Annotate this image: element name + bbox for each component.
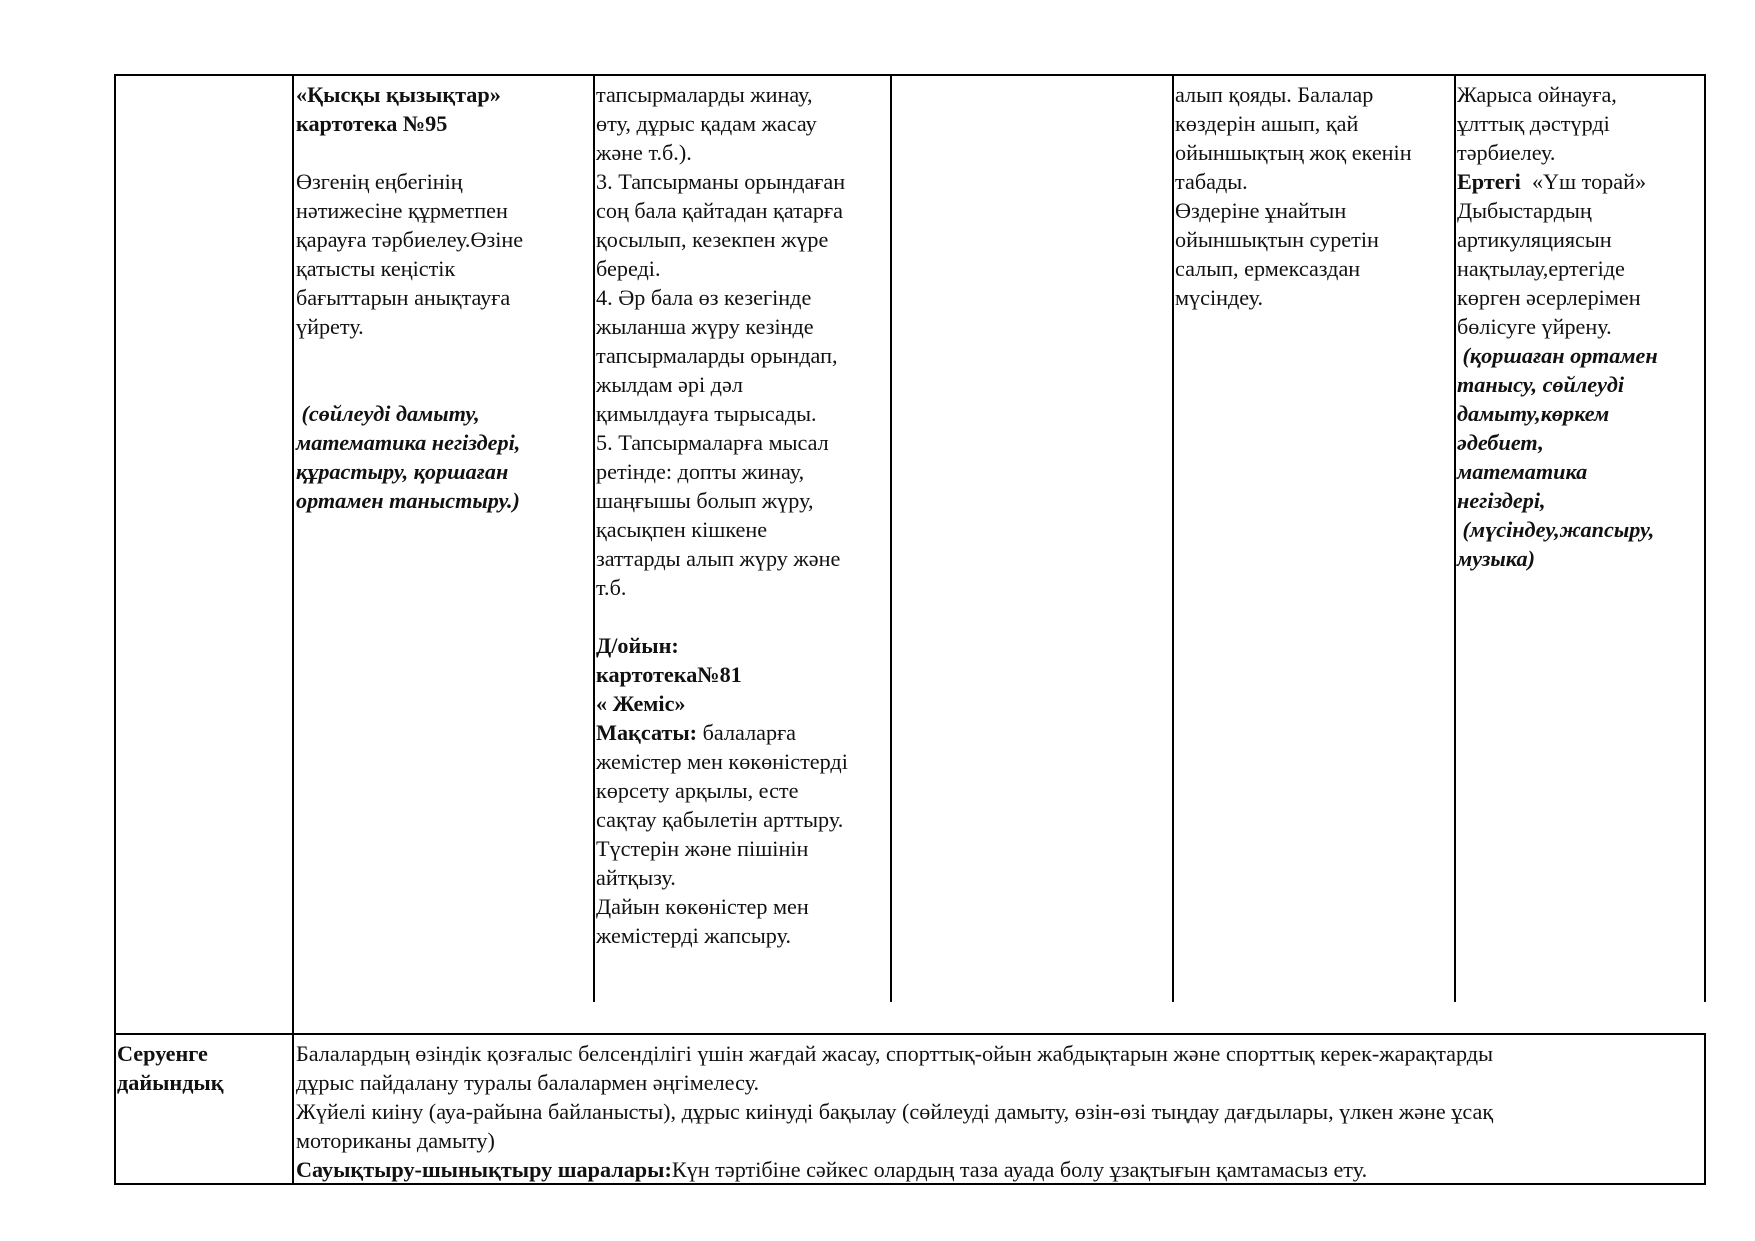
text-line: тапсырмаларды орындап, — [596, 343, 838, 368]
text-line: нәтижесіне құрметпен — [296, 198, 508, 223]
text-line: бөлісуге үйрену. — [1457, 314, 1612, 339]
column-divider-4 — [1172, 74, 1174, 1002]
text-line: жемістерді жапсыру. — [596, 923, 792, 948]
learning-areas-line: негіздері, — [1457, 488, 1546, 513]
walk-row-top-border — [114, 1033, 1706, 1035]
text-line: үйрету. — [296, 314, 364, 339]
text-line: қосылып, кезекпен жүре — [596, 227, 829, 252]
column-divider-1 — [292, 74, 294, 1185]
text-line: Өзгенің еңбегінің — [296, 169, 463, 194]
health-label: Сауықтыру-шынықтыру шаралары: — [296, 1157, 672, 1182]
learning-areas-line: (сөйлеуді дамыту, — [296, 401, 480, 426]
didactic-game-heading: Д/ойын: — [596, 633, 679, 658]
text-line: Өздеріне ұнайтын — [1175, 198, 1347, 223]
text-line: мүсіндеу. — [1175, 285, 1264, 310]
text-line: ойыншықтың жоқ екенін — [1175, 140, 1412, 165]
text-line: артикуляциясын — [1457, 227, 1612, 252]
text-line: ұлттық дәстүрді — [1457, 111, 1610, 136]
walk-label-line: Серуенге — [117, 1041, 208, 1066]
game-title: «Қысқы қызықтар» — [296, 82, 501, 107]
table-right-border — [1704, 74, 1706, 1002]
walk-label-cell — [117, 1039, 289, 1097]
text-line: Жүйелі киіну (ауа-райына байланысты), дұрыс киінуді бақылау (сөйлеуді дамыту, өзін-өзі тыңдау дағдылары, үлкен және ұсақ — [296, 1099, 1494, 1124]
column-divider-2 — [593, 74, 595, 1002]
text-line: және т.б.). — [596, 140, 692, 165]
text-line: қасықпен кішкене — [596, 517, 768, 542]
text-line: көрсету арқылы, есте — [596, 778, 799, 803]
text-line: ретінде: допты жинау, — [596, 459, 805, 484]
learning-areas-line: әдебиет, — [1457, 430, 1544, 455]
walk-label-line: дайындық — [117, 1070, 224, 1095]
text-line: Жарыса ойнауға, — [1457, 82, 1617, 107]
text-line: ойыншықтын суретін — [1175, 227, 1379, 252]
learning-areas-line: музыка) — [1457, 546, 1535, 571]
text-line: көрген әсерлерімен — [1457, 285, 1641, 310]
text-line: жылдам әрі дәл — [596, 372, 743, 397]
activity-cell-tale — [1457, 80, 1703, 573]
text-line: Түстерін және пішінін — [596, 836, 809, 861]
text-line: т.б. — [596, 575, 627, 600]
text-line: алып қояды. Балалар — [1175, 82, 1374, 107]
text-line: нақтылау,ертегіде — [1457, 256, 1625, 281]
text-line: 4. Әр бала өз кезегінде — [596, 285, 812, 310]
table-left-border — [114, 74, 116, 1185]
text-line: табады. — [1175, 169, 1248, 194]
column-divider-5 — [1454, 74, 1456, 1002]
learning-areas-line: құрастыру, қоршаған — [296, 459, 509, 484]
text-line: бағыттарын анықтауға — [296, 285, 511, 310]
activity-cell-tasks — [596, 80, 888, 950]
didactic-game-title: « Жеміс» — [596, 691, 686, 716]
learning-areas-line: танысу, сөйлеуді — [1457, 372, 1625, 397]
column-divider-3 — [890, 74, 892, 1002]
text-line: заттарды алып жүру және — [596, 546, 841, 571]
learning-areas-line: (мүсіндеу,жапсыру, — [1457, 517, 1655, 542]
text-line: дұрыс пайдалану туралы балалармен әңгімелесу. — [296, 1070, 760, 1095]
walk-content-cell — [296, 1039, 1700, 1184]
text-line: қарауға тәрбиелеу.Өзіне — [296, 227, 524, 252]
text-line: береді. — [596, 256, 661, 281]
text-line: Дыбыстардың — [1457, 198, 1592, 223]
health-line — [296, 1155, 1700, 1184]
learning-areas-line: математика негіздері, — [296, 430, 521, 455]
goal-text: балаларға — [697, 720, 797, 745]
text-line: жыланша жүру кезінде — [596, 314, 814, 339]
card-number: картотека №95 — [296, 111, 448, 136]
learning-areas-line: дамыту,көркем — [1457, 401, 1610, 426]
text-line: тәрбиелеу. — [1457, 140, 1556, 165]
text-line: 3. Тапсырманы орындаған — [596, 169, 846, 194]
text-line: шаңғышы болып жүру, — [596, 488, 814, 513]
text-line: салып, ермексаздан — [1175, 256, 1361, 281]
text-line: Дайын көкөністер мен — [596, 894, 809, 919]
text-line: қатысты кеңістік — [296, 256, 456, 281]
text-line: қимылдауға тырысады. — [596, 401, 817, 426]
text-line: Балалардың өзіндік қозғалыс белсенділігі үшін жағдай жасау, спорттық-ойын жабдықтарын және спорттық керек-жарақтарды — [296, 1041, 1493, 1066]
learning-areas-line: (қоршаған ортамен — [1457, 343, 1658, 368]
text-line: 5. Тапсырмаларға мысал — [596, 430, 829, 455]
text-line: айтқызу. — [596, 865, 676, 890]
table-right-border-lower — [1704, 1033, 1706, 1185]
text-line: сақтау қабылетін арттыру. — [596, 807, 844, 832]
tale-label: Ертегі — [1457, 169, 1521, 194]
health-text: Күн тәртібіне сәйкес олардың таза ауада болу ұзақтығын қамтамасыз ету. — [671, 1157, 1368, 1182]
tale-line — [1457, 167, 1703, 196]
tale-title: «Үш торай» — [1520, 169, 1647, 194]
text-line: соң бала қайтадан қатарға — [596, 198, 843, 223]
text-line: көздерін ашып, қай — [1175, 111, 1359, 136]
learning-areas-line: математика — [1457, 459, 1588, 484]
table-top-border — [114, 74, 1706, 76]
text-line: тапсырмаларды жинау, — [596, 82, 813, 107]
activity-cell-toys — [1175, 80, 1453, 312]
activity-cell-games — [296, 80, 590, 515]
didactic-game-card: картотека№81 — [596, 662, 742, 687]
goal-line — [596, 718, 888, 747]
text-line: жемістер мен көкөністерді — [596, 749, 848, 774]
text-line: өту, дұрыс қадам жасау — [596, 111, 817, 136]
learning-areas-line: ортамен таныстыру.) — [296, 488, 520, 513]
goal-label: Мақсаты: — [596, 720, 698, 745]
text-line: моториканы дамыту) — [296, 1128, 495, 1153]
